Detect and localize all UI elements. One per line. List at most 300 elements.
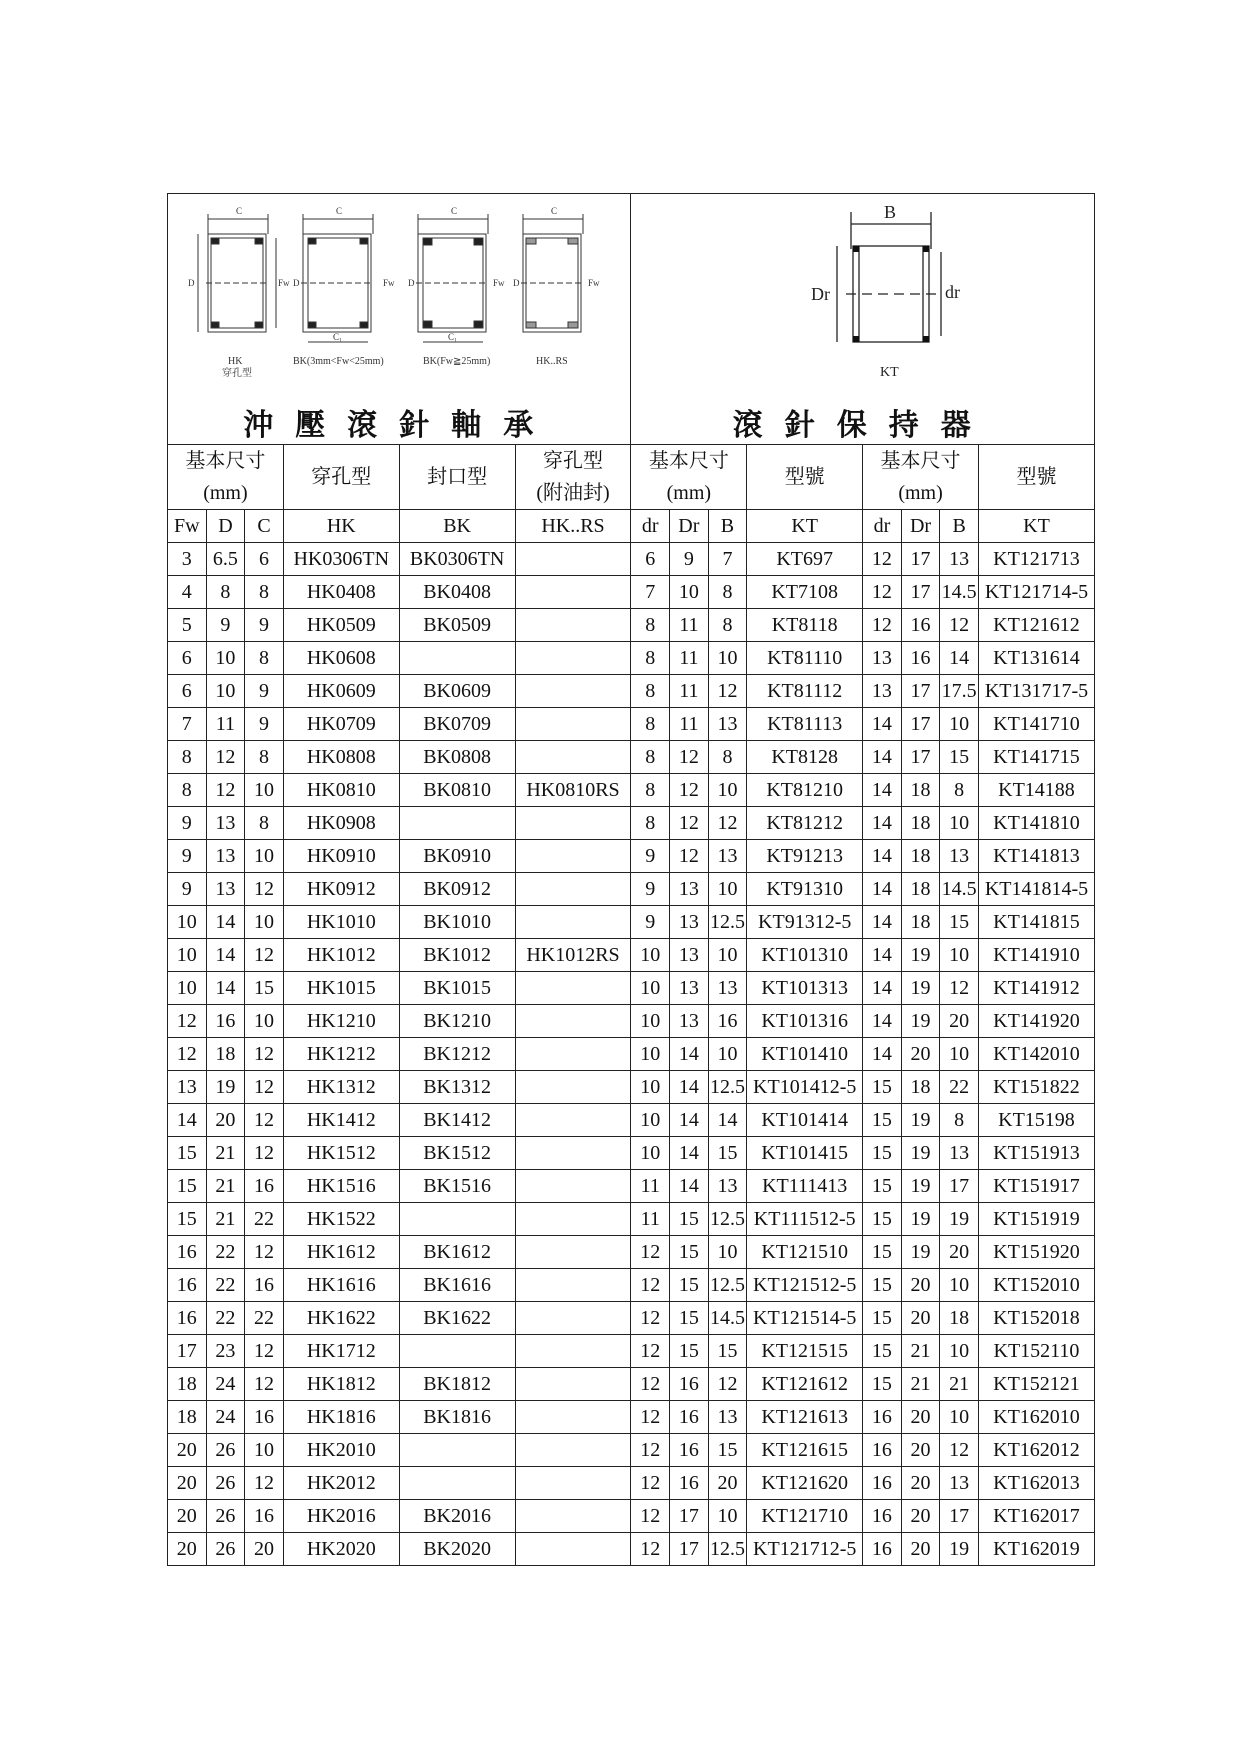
table-cell: KT121515 xyxy=(747,1335,863,1368)
table-cell: 8 xyxy=(631,675,670,708)
table-cell: 17 xyxy=(901,708,940,741)
table-cell: HK2016 xyxy=(283,1500,399,1533)
table-cell: 18 xyxy=(901,1071,940,1104)
table-cell: BK2020 xyxy=(399,1533,515,1566)
table-row xyxy=(168,1500,1095,1533)
bk-small-c-label: C xyxy=(336,206,343,216)
table-row xyxy=(168,1401,1095,1434)
table-cell: 12 xyxy=(631,1467,670,1500)
oil-seal-label: (附油封) xyxy=(536,482,610,504)
table-cell: KT151919 xyxy=(978,1203,1094,1236)
table-cell: 16 xyxy=(670,1434,709,1467)
table-cell: 15 xyxy=(863,1203,902,1236)
table-cell: 9 xyxy=(631,840,670,873)
table-cell: KT121620 xyxy=(747,1467,863,1500)
table-cell: KT121710 xyxy=(747,1500,863,1533)
table-cell: 14 xyxy=(670,1137,709,1170)
table-cell: HK1612 xyxy=(283,1236,399,1269)
table-cell: 26 xyxy=(206,1434,245,1467)
table-cell: HK1616 xyxy=(283,1269,399,1302)
table-cell: HK2012 xyxy=(283,1467,399,1500)
table-cell: 12 xyxy=(245,873,284,906)
table-cell: KT101310 xyxy=(747,939,863,972)
table-cell: 15 xyxy=(863,1236,902,1269)
sealed-type-header xyxy=(399,445,515,510)
table-cell: 15 xyxy=(708,1137,747,1170)
table-cell: HK0408 xyxy=(283,576,399,609)
table-cell: 8 xyxy=(168,774,207,807)
table-cell: KT121612 xyxy=(978,609,1094,642)
table-cell: 17 xyxy=(901,675,940,708)
table-cell: KT162019 xyxy=(978,1533,1094,1566)
table-cell xyxy=(515,576,631,609)
table-cell: 7 xyxy=(168,708,207,741)
table-cell: 9 xyxy=(631,906,670,939)
table-cell xyxy=(399,1203,515,1236)
table-cell xyxy=(515,972,631,1005)
table-cell: 8 xyxy=(708,741,747,774)
table-cell: 12 xyxy=(245,1368,284,1401)
table-cell: 13 xyxy=(206,807,245,840)
table-cell: HK1015 xyxy=(283,972,399,1005)
table-cell: 12 xyxy=(245,1335,284,1368)
table-row xyxy=(168,1170,1095,1203)
table-cell: 12 xyxy=(631,1500,670,1533)
table-cell xyxy=(515,1302,631,1335)
table-cell: KT101414 xyxy=(747,1104,863,1137)
table-cell: 13 xyxy=(708,1401,747,1434)
table-cell: 15 xyxy=(863,1335,902,1368)
table-cell: BK1516 xyxy=(399,1170,515,1203)
table-row xyxy=(168,1533,1095,1566)
table-cell: 20 xyxy=(940,1005,979,1038)
table-cell xyxy=(515,1203,631,1236)
right-basic-size-header-1 xyxy=(631,445,747,510)
table-cell: 13 xyxy=(708,1170,747,1203)
table-cell: HK1010 xyxy=(283,906,399,939)
table-cell: HK0609 xyxy=(283,675,399,708)
cage-diagram xyxy=(631,194,1095,401)
table-cell: KT121615 xyxy=(747,1434,863,1467)
bk-large-d-label: D xyxy=(408,278,415,288)
drawn-cup-drawings xyxy=(178,194,620,394)
table-cell: HK0810 xyxy=(283,774,399,807)
table-cell: HK0908 xyxy=(283,807,399,840)
model-header-2 xyxy=(978,445,1094,510)
table-row xyxy=(168,675,1095,708)
table-cell: 8 xyxy=(631,708,670,741)
table-cell: 17 xyxy=(940,1500,979,1533)
table-row xyxy=(168,1467,1095,1500)
left-basic-size-label: 基本尺寸 xyxy=(185,450,266,472)
table-cell: 12 xyxy=(245,1236,284,1269)
table-cell: 12 xyxy=(631,1368,670,1401)
table-cell: 8 xyxy=(631,774,670,807)
table-cell: 14 xyxy=(863,708,902,741)
table-cell xyxy=(515,1368,631,1401)
table-row xyxy=(168,543,1095,576)
table-cell: KT141912 xyxy=(978,972,1094,1005)
table-cell: BK1212 xyxy=(399,1038,515,1071)
table-cell: BK0306TN xyxy=(399,543,515,576)
left-basic-size-header xyxy=(168,445,284,510)
table-cell: BK0808 xyxy=(399,741,515,774)
table-cell: BK0609 xyxy=(399,675,515,708)
hkrs-d-label: D xyxy=(513,278,520,288)
table-cell: 15 xyxy=(245,972,284,1005)
table-cell: HK1522 xyxy=(283,1203,399,1236)
table-cell: KT91310 xyxy=(747,873,863,906)
table-cell: 14 xyxy=(940,642,979,675)
table-cell: 10 xyxy=(708,642,747,675)
sub-header-hkrs: HK..RS xyxy=(515,510,631,543)
table-cell: KT152018 xyxy=(978,1302,1094,1335)
table-cell: BK1312 xyxy=(399,1071,515,1104)
table-cell: BK0509 xyxy=(399,609,515,642)
table-cell: 12 xyxy=(168,1038,207,1071)
table-cell: 14 xyxy=(863,1038,902,1071)
hk-c-label: C xyxy=(236,206,243,216)
table-cell: 16 xyxy=(245,1269,284,1302)
table-cell: 15 xyxy=(708,1335,747,1368)
table-cell: BK1210 xyxy=(399,1005,515,1038)
table-cell: 12 xyxy=(631,1302,670,1335)
table-cell: 17 xyxy=(901,741,940,774)
table-cell: 10 xyxy=(631,1038,670,1071)
table-cell: 12 xyxy=(631,1269,670,1302)
table-cell: 22 xyxy=(206,1236,245,1269)
table-cell: 9 xyxy=(245,675,284,708)
table-cell xyxy=(515,1038,631,1071)
table-cell: 22 xyxy=(206,1269,245,1302)
table-cell: 15 xyxy=(168,1137,207,1170)
table-row xyxy=(168,1302,1095,1335)
table-cell xyxy=(515,642,631,675)
table-cell: 12.5 xyxy=(708,1203,747,1236)
table-cell: BK1612 xyxy=(399,1236,515,1269)
table-cell: BK1512 xyxy=(399,1137,515,1170)
table-cell: 20 xyxy=(206,1104,245,1137)
kt-caption: KT xyxy=(880,365,900,380)
table-cell: 10 xyxy=(245,840,284,873)
table-cell: 16 xyxy=(245,1401,284,1434)
table-cell: 13 xyxy=(940,1137,979,1170)
table-cell: 15 xyxy=(863,1302,902,1335)
table-cell: HK1622 xyxy=(283,1302,399,1335)
table-cell: HK0810RS xyxy=(515,774,631,807)
table-cell xyxy=(399,807,515,840)
table-cell: BK1015 xyxy=(399,972,515,1005)
table-row xyxy=(168,939,1095,972)
table-cell: KT131614 xyxy=(978,642,1094,675)
table-cell: 14 xyxy=(863,939,902,972)
table-cell: 15 xyxy=(863,1170,902,1203)
table-row xyxy=(168,609,1095,642)
table-cell: 12 xyxy=(631,1434,670,1467)
table-cell: KT121713 xyxy=(978,543,1094,576)
table-cell: HK1012RS xyxy=(515,939,631,972)
table-cell: 6 xyxy=(631,543,670,576)
table-cell: 13 xyxy=(670,873,709,906)
table-cell: 21 xyxy=(206,1170,245,1203)
table-cell: 10 xyxy=(708,1500,747,1533)
table-cell: KT162010 xyxy=(978,1401,1094,1434)
table-row xyxy=(168,1137,1095,1170)
table-cell: KT152110 xyxy=(978,1335,1094,1368)
table-cell: 13 xyxy=(708,972,747,1005)
table-cell: 20 xyxy=(708,1467,747,1500)
table-cell: 19 xyxy=(901,1170,940,1203)
table-cell xyxy=(399,1335,515,1368)
table-cell: KT151913 xyxy=(978,1137,1094,1170)
table-cell: 14 xyxy=(863,873,902,906)
through-type-header xyxy=(283,445,399,510)
table-cell: 13 xyxy=(940,840,979,873)
table-cell: 10 xyxy=(631,1005,670,1038)
table-cell: HK1312 xyxy=(283,1071,399,1104)
through-seal-type-label: 穿孔型 xyxy=(542,450,603,472)
table-cell: 16 xyxy=(863,1434,902,1467)
table-cell: 15 xyxy=(940,906,979,939)
table-cell: 15 xyxy=(863,1368,902,1401)
table-cell: 15 xyxy=(708,1434,747,1467)
table-cell: 17 xyxy=(670,1533,709,1566)
bk-small-c1-label: C₁ xyxy=(333,332,343,342)
table-cell: 12 xyxy=(631,1335,670,1368)
model-header-1 xyxy=(747,445,863,510)
table-cell: BK1412 xyxy=(399,1104,515,1137)
table-cell: 6.5 xyxy=(206,543,245,576)
bk-large-c1-label: C₁ xyxy=(448,332,458,342)
bk-large-caption: BK(Fw≧25mm) xyxy=(423,356,491,367)
table-cell: 12 xyxy=(670,741,709,774)
table-cell: 18 xyxy=(168,1368,207,1401)
table-cell: BK0408 xyxy=(399,576,515,609)
table-cell: 13 xyxy=(940,543,979,576)
table-cell: 14 xyxy=(206,939,245,972)
table-cell xyxy=(515,906,631,939)
table-cell: 10 xyxy=(631,939,670,972)
table-cell xyxy=(399,1434,515,1467)
table-cell: 8 xyxy=(631,741,670,774)
table-cell: 7 xyxy=(631,576,670,609)
table-cell: 12.5 xyxy=(708,906,747,939)
table-cell: 9 xyxy=(245,609,284,642)
table-cell: 18 xyxy=(901,840,940,873)
right-basic-size-header-2 xyxy=(863,445,979,510)
table-cell: 13 xyxy=(670,972,709,1005)
table-cell: 15 xyxy=(863,1104,902,1137)
table-row xyxy=(168,1071,1095,1104)
table-cell: KT121612 xyxy=(747,1368,863,1401)
table-cell: 18 xyxy=(206,1038,245,1071)
table-cell: 11 xyxy=(631,1170,670,1203)
table-cell: HK1012 xyxy=(283,939,399,972)
table-cell: HK0910 xyxy=(283,840,399,873)
table-cell: 6 xyxy=(168,642,207,675)
right-basic-size-label-1: 基本尺寸 xyxy=(648,450,729,472)
table-cell: 21 xyxy=(206,1137,245,1170)
table-cell: 15 xyxy=(863,1071,902,1104)
table-cell: KT121714-5 xyxy=(978,576,1094,609)
table-row xyxy=(168,807,1095,840)
table-cell: 20 xyxy=(168,1467,207,1500)
table-cell xyxy=(515,609,631,642)
table-cell: 6 xyxy=(245,543,284,576)
table-cell: 3 xyxy=(168,543,207,576)
table-cell: KT121510 xyxy=(747,1236,863,1269)
sub-header-c: C xyxy=(245,510,284,543)
table-cell: 22 xyxy=(940,1071,979,1104)
table-cell: 19 xyxy=(901,972,940,1005)
table-cell: 17 xyxy=(168,1335,207,1368)
table-cell: KT121613 xyxy=(747,1401,863,1434)
table-cell: 23 xyxy=(206,1335,245,1368)
table-cell: 5 xyxy=(168,609,207,642)
table-cell: 12.5 xyxy=(708,1269,747,1302)
table-cell: 14 xyxy=(863,972,902,1005)
sub-header-dr-2: dr xyxy=(863,510,902,543)
sub-header-hk: HK xyxy=(283,510,399,543)
table-cell: 18 xyxy=(940,1302,979,1335)
table-cell: 11 xyxy=(206,708,245,741)
bk-small-d-label: D xyxy=(293,278,300,288)
table-cell xyxy=(399,642,515,675)
table-cell xyxy=(515,1137,631,1170)
table-cell: 10 xyxy=(940,708,979,741)
table-cell: KT81110 xyxy=(747,642,863,675)
table-cell: 19 xyxy=(901,1203,940,1236)
kt-dr-outer-label: Dr xyxy=(811,284,831,304)
table-cell: 14 xyxy=(863,1005,902,1038)
table-cell: 15 xyxy=(670,1203,709,1236)
table-cell: 19 xyxy=(901,939,940,972)
table-cell: 14.5 xyxy=(708,1302,747,1335)
table-cell: KT162017 xyxy=(978,1500,1094,1533)
table-cell: 12 xyxy=(168,1005,207,1038)
table-cell: 10 xyxy=(245,1434,284,1467)
table-row xyxy=(168,774,1095,807)
table-cell: 10 xyxy=(168,906,207,939)
table-row xyxy=(168,1434,1095,1467)
table-cell: 15 xyxy=(940,741,979,774)
table-cell: 10 xyxy=(206,642,245,675)
table-cell: 16 xyxy=(863,1467,902,1500)
table-cell: 9 xyxy=(245,708,284,741)
table-cell: KT151822 xyxy=(978,1071,1094,1104)
table-row xyxy=(168,1236,1095,1269)
drawn-cup-diagrams xyxy=(168,194,631,401)
table-cell: 14.5 xyxy=(940,576,979,609)
bk-small-drawing xyxy=(301,214,373,342)
model-label-2: 型號 xyxy=(1016,466,1057,488)
table-cell: KT111413 xyxy=(747,1170,863,1203)
table-cell xyxy=(515,840,631,873)
table-cell: 20 xyxy=(901,1434,940,1467)
table-cell: KT162013 xyxy=(978,1467,1094,1500)
table-cell: 18 xyxy=(168,1401,207,1434)
table-cell: 12 xyxy=(708,675,747,708)
table-cell: 20 xyxy=(901,1302,940,1335)
table-cell: 19 xyxy=(901,1236,940,1269)
table-cell: 8 xyxy=(168,741,207,774)
table-cell: 19 xyxy=(901,1137,940,1170)
table-cell: 10 xyxy=(940,807,979,840)
table-cell: 20 xyxy=(940,1236,979,1269)
table-cell: 12 xyxy=(245,1104,284,1137)
table-cell: 22 xyxy=(245,1203,284,1236)
table-cell: BK0912 xyxy=(399,873,515,906)
table-cell: 12 xyxy=(245,939,284,972)
table-cell: 15 xyxy=(168,1170,207,1203)
table-cell: 8 xyxy=(708,609,747,642)
table-cell: KT111512-5 xyxy=(747,1203,863,1236)
table-row xyxy=(168,972,1095,1005)
table-cell: 10 xyxy=(206,675,245,708)
table-cell: BK0709 xyxy=(399,708,515,741)
table-cell: 20 xyxy=(168,1434,207,1467)
table-cell: KT142010 xyxy=(978,1038,1094,1071)
table-cell: 10 xyxy=(631,1137,670,1170)
table-cell: KT81212 xyxy=(747,807,863,840)
table-cell: 26 xyxy=(206,1533,245,1566)
table-cell: 10 xyxy=(708,1236,747,1269)
hkrs-c-label: C xyxy=(551,206,558,216)
table-cell: KT152121 xyxy=(978,1368,1094,1401)
table-cell: 16 xyxy=(863,1500,902,1533)
sub-header-fw: Fw xyxy=(168,510,207,543)
table-cell: KT101412-5 xyxy=(747,1071,863,1104)
table-cell: 16 xyxy=(245,1500,284,1533)
table-cell: 20 xyxy=(901,1467,940,1500)
bk-large-drawing xyxy=(416,214,488,342)
table-cell: 14 xyxy=(863,807,902,840)
table-cell: 21 xyxy=(901,1368,940,1401)
table-row xyxy=(168,873,1095,906)
table-cell: 13 xyxy=(670,1005,709,1038)
table-cell: 9 xyxy=(168,807,207,840)
table-cell: KT101313 xyxy=(747,972,863,1005)
table-cell: KT91213 xyxy=(747,840,863,873)
table-cell: 8 xyxy=(245,642,284,675)
table-cell: KT81113 xyxy=(747,708,863,741)
sub-header-dr-1: dr xyxy=(631,510,670,543)
table-cell: 14.5 xyxy=(940,873,979,906)
table-cell: 13 xyxy=(708,840,747,873)
table-cell: 16 xyxy=(863,1401,902,1434)
table-cell: 17 xyxy=(940,1170,979,1203)
table-cell: 14 xyxy=(168,1104,207,1137)
table-cell: 11 xyxy=(631,1203,670,1236)
bk-large-c-label: C xyxy=(451,206,458,216)
hk-caption: HK xyxy=(228,356,243,367)
table-cell: 13 xyxy=(863,675,902,708)
table-cell: HK1712 xyxy=(283,1335,399,1368)
table-cell: 10 xyxy=(940,1269,979,1302)
left-title: 沖壓滾針軸承 xyxy=(168,400,631,445)
table-row xyxy=(168,1269,1095,1302)
table-cell: KT151920 xyxy=(978,1236,1094,1269)
table-cell: KT91312-5 xyxy=(747,906,863,939)
table-cell xyxy=(515,1533,631,1566)
table-cell: KT152010 xyxy=(978,1269,1094,1302)
table-cell: 20 xyxy=(901,1500,940,1533)
table-cell: 13 xyxy=(168,1071,207,1104)
table-cell xyxy=(515,807,631,840)
table-cell: 13 xyxy=(670,939,709,972)
table-cell: 10 xyxy=(168,939,207,972)
table-cell: 16 xyxy=(670,1467,709,1500)
